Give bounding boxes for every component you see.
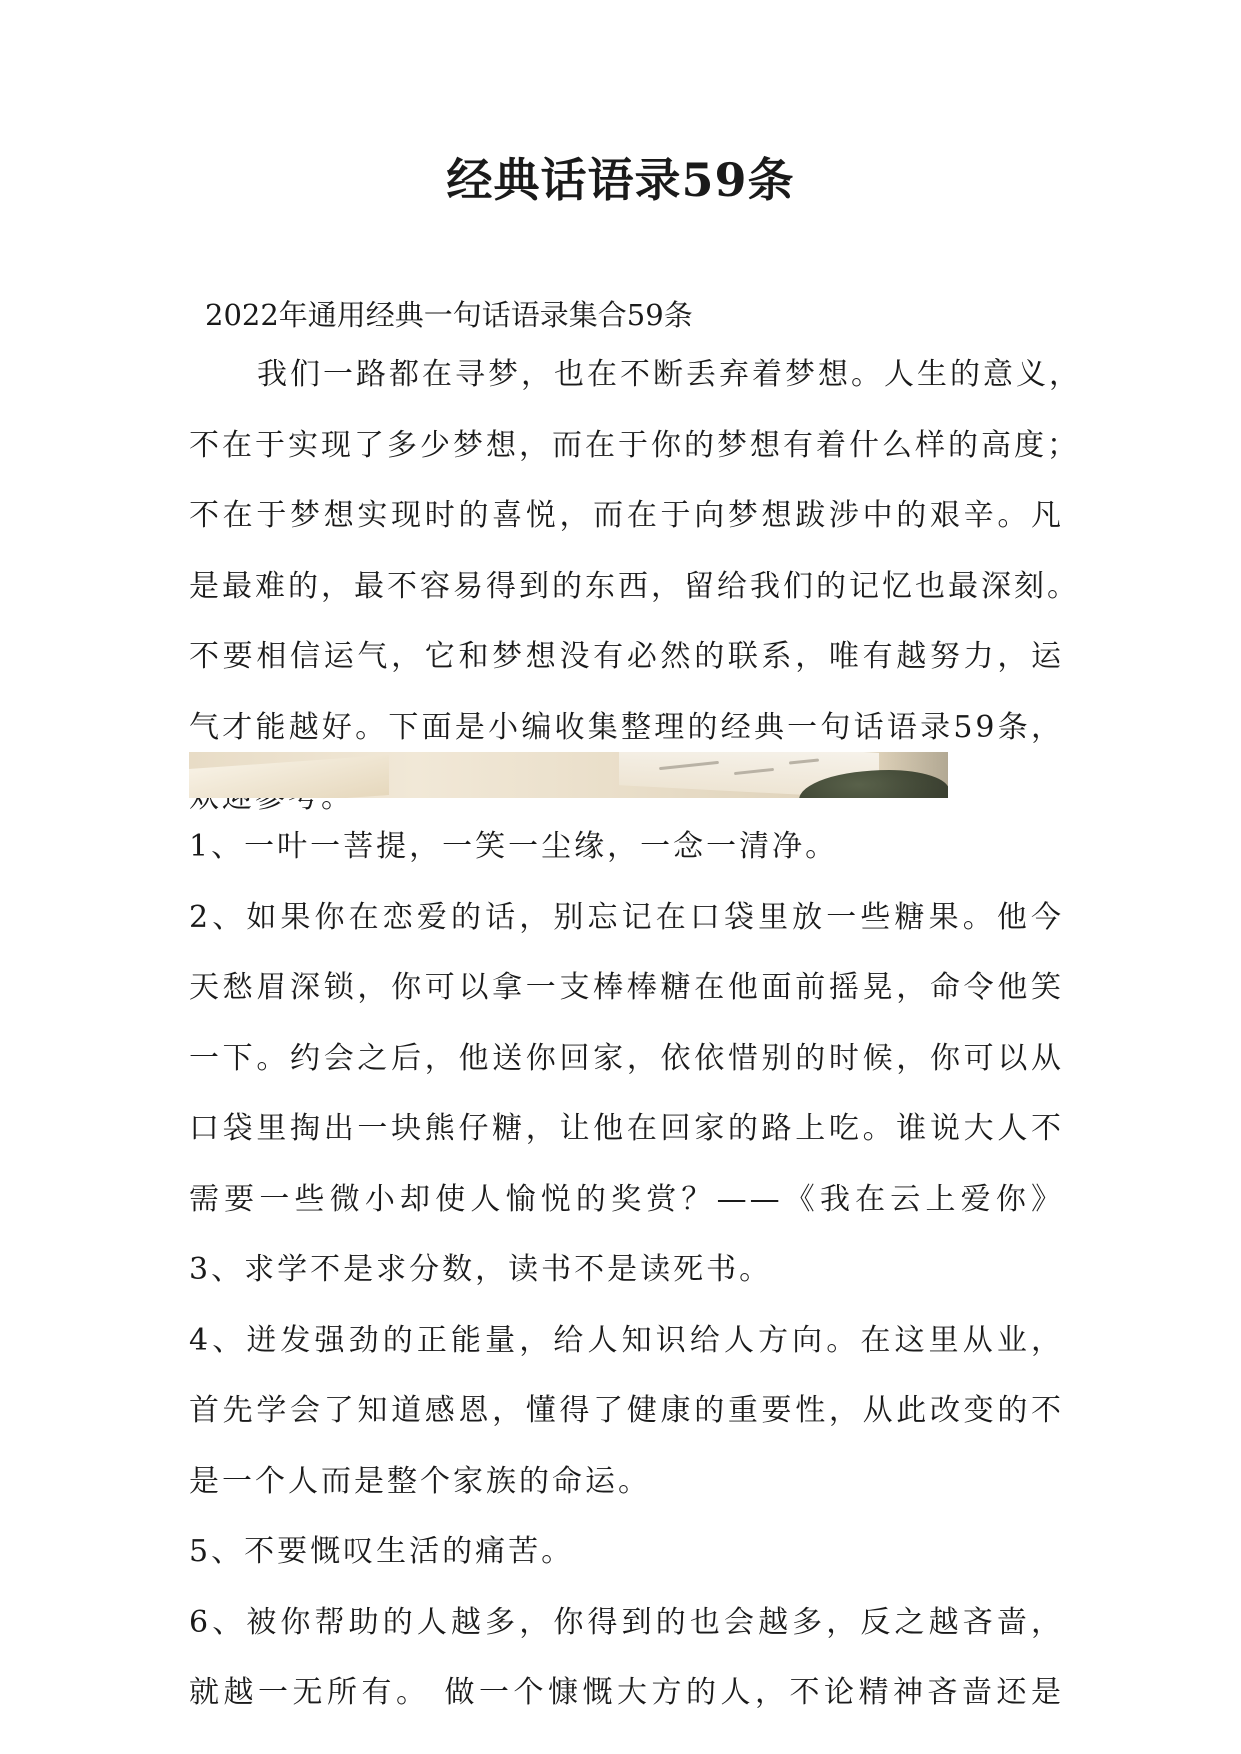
- quote-line: 是一个人而是整个家族的命运。: [189, 1463, 651, 1499]
- quote-line: 5、不要慨叹生活的痛苦。: [189, 1534, 575, 1569]
- quotes-list: [189, 812, 1064, 1729]
- intro-line: 不在于实现了多少梦想，而在于你的梦想有着什么样的高度；: [189, 427, 1080, 463]
- illustration-image: [189, 752, 948, 798]
- quote-line: 口袋里掏出一块熊仔糖，让他在回家的路上吃。谁说大人不: [189, 1111, 1064, 1146]
- document-subtitle: 2022年通用经典一句话语录集合59条: [205, 298, 693, 332]
- quote-line: 3、求学不是求分数，读书不是读死书。: [189, 1252, 773, 1287]
- intro-line: 是最难的，最不容易得到的东西，留给我们的记忆也最深刻。: [189, 568, 1080, 604]
- quote-line: 天愁眉深锁，你可以拿一支棒棒糖在他面前摇晃，命令他笑: [189, 970, 1064, 1005]
- intro-line: 不要相信运气，它和梦想没有必然的联系，唯有越努力，运: [189, 639, 1064, 674]
- image-shadow: [879, 752, 948, 798]
- intro-line: 不在于梦想实现时的喜悦，而在于向梦想跋涉中的艰辛。凡: [189, 498, 1064, 533]
- quote-line: 1、一叶一菩提，一笑一尘缘，一念一清净。: [189, 829, 839, 864]
- quote-line: 4、迸发强劲的正能量，给人知识给人方向。在这里从业，: [189, 1322, 1064, 1358]
- quote-line: 6、被你帮助的人越多，你得到的也会越多，反之越吝啬，: [189, 1604, 1064, 1640]
- quote-line: 首先学会了知道感恩，懂得了健康的重要性，从此改变的不: [189, 1393, 1064, 1428]
- quote-line: 需要一些微小却使人愉悦的奖赏？——《我在云上爱你》: [189, 1181, 1064, 1217]
- intro-line: 我们一路都在寻梦，也在不断丢弃着梦想。人生的意义，: [257, 357, 1082, 392]
- quote-line: 就越一无所有。 做一个慷慨大方的人，不论精神吝啬还是: [189, 1675, 1064, 1710]
- intro-line: 气才能越好。下面是小编收集整理的经典一句话语录59条，: [189, 709, 1064, 745]
- quote-line: 2、如果你在恋爱的话，别忘记在口袋里放一些糖果。他今: [189, 899, 1064, 935]
- document-title: 经典话语录59条: [446, 153, 795, 207]
- image-page-shade: [189, 755, 389, 798]
- quote-line: 一下。约会之后，他送你回家，依依惜别的时候，你可以从: [189, 1040, 1064, 1076]
